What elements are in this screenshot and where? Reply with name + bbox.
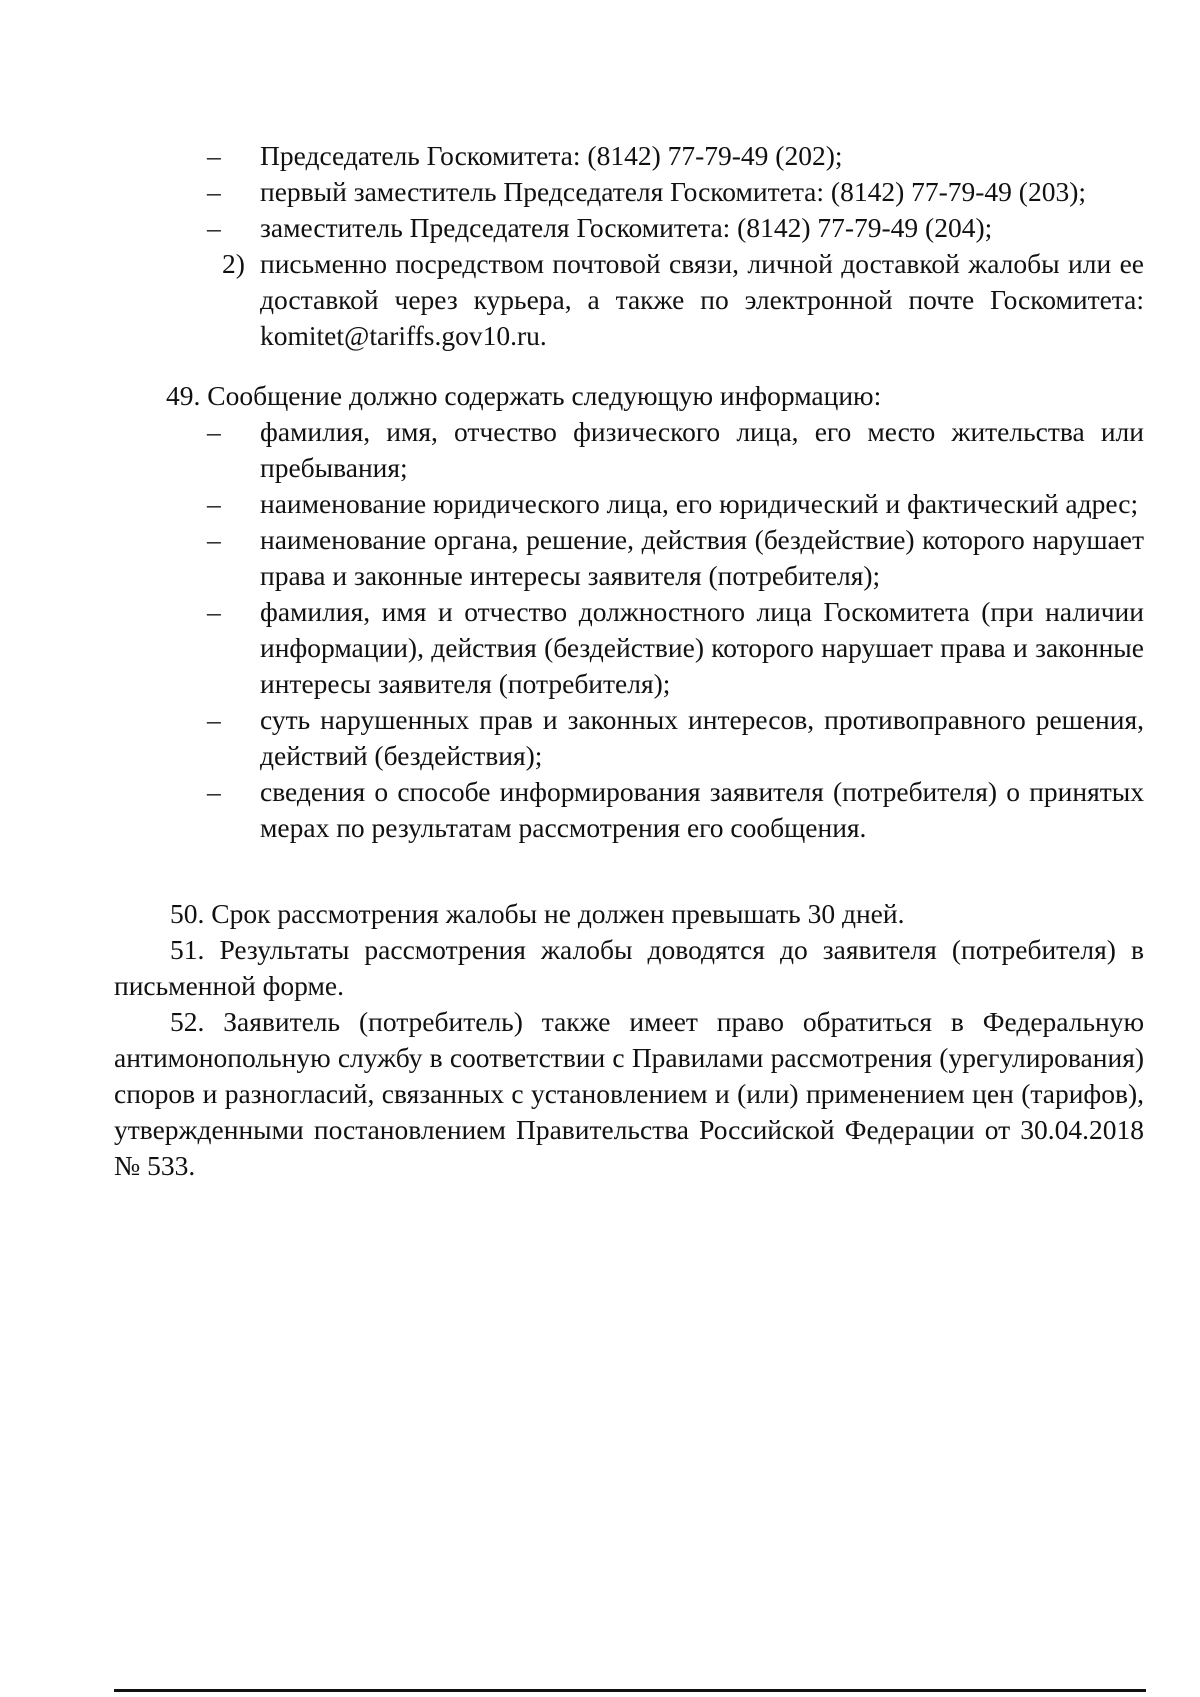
section-49-heading: 49. Сообщение должно содержать следующую информацию: [166, 380, 882, 411]
list-item [114, 594, 1144, 702]
list-item-text: суть нарушенных прав и законных интересов, противоправного решения, действий (бездействия); [260, 704, 1144, 771]
section-50: 50. Срок рассмотрения жалобы не должен превышать 30 дней. [170, 898, 905, 929]
list-item [114, 486, 1144, 522]
list-item [114, 174, 1144, 210]
dash-marker: – [207, 176, 221, 207]
list-item-text: первый заместитель Председателя Госкомитета: (8142) 77-79-49 (203); [260, 176, 1086, 207]
section-51: 51. Результаты рассмотрения жалобы доводятся до заявителя (потребителя) в письменной форме. [114, 934, 1144, 1001]
dash-marker: – [207, 416, 221, 447]
item-number: 2) [222, 248, 245, 279]
list-item-text: заместитель Председателя Госкомитета: (8142) 77-79-49 (204); [260, 212, 993, 243]
contacts-list [114, 138, 1144, 354]
list-item-text: фамилия, имя, отчество физического лица, его место жительства или пребывания; [260, 416, 1144, 483]
list-item-text: Председатель Госкомитета: (8142) 77-79-49 (202); [260, 140, 843, 171]
numbered-item-text: письменно посредством почтовой связи, личной доставкой жалобы или ее доставкой через курьера, а также по электронной почте Госкомитета: komitet@tariffs.gov10.ru. [260, 248, 1144, 351]
footer-rule [114, 1689, 1146, 1692]
dash-marker: – [207, 488, 221, 519]
list-item-text: фамилия, имя и отчество должностного лица Госкомитета (при наличии информации), действия (бездействие) которого нарушает права и законные интересы заявителя (потребителя); [260, 596, 1144, 699]
list-item [114, 522, 1144, 594]
list-item-text: наименование органа, решение, действия (бездействие) которого нарушает права и законные интересы заявителя (потребителя); [260, 524, 1144, 591]
list-item-text: наименование юридического лица, его юридический и фактический адрес; [260, 488, 1139, 519]
dash-marker: – [207, 524, 221, 555]
list-item [114, 774, 1144, 846]
section-49 [114, 378, 1144, 846]
section-52: 52. Заявитель (потребитель) также имеет право обратиться в Федеральную антимонопольную службу в соответствии с Правилами рассмотрения (урегулирования) споров и разногласий, связанных с установлением и (или) применением цен (тарифов), утвержденными постановлением Правительства Российской Федерации от 30.04.2018 № 533. [114, 1006, 1144, 1181]
list-item [114, 702, 1144, 774]
list-item-text: сведения о способе информирования заявителя (потребителя) о принятых мерах по результатам рассмотрения его сообщения. [260, 776, 1144, 843]
list-item [114, 138, 1144, 174]
sections-50-52 [114, 896, 1144, 1184]
dash-marker: – [207, 140, 221, 171]
dash-marker: – [207, 596, 221, 627]
dash-marker: – [207, 704, 221, 735]
dash-marker: – [207, 212, 221, 243]
dash-marker: – [207, 776, 221, 807]
list-item [114, 210, 1144, 246]
numbered-item-2 [114, 246, 1144, 354]
list-item [114, 414, 1144, 486]
